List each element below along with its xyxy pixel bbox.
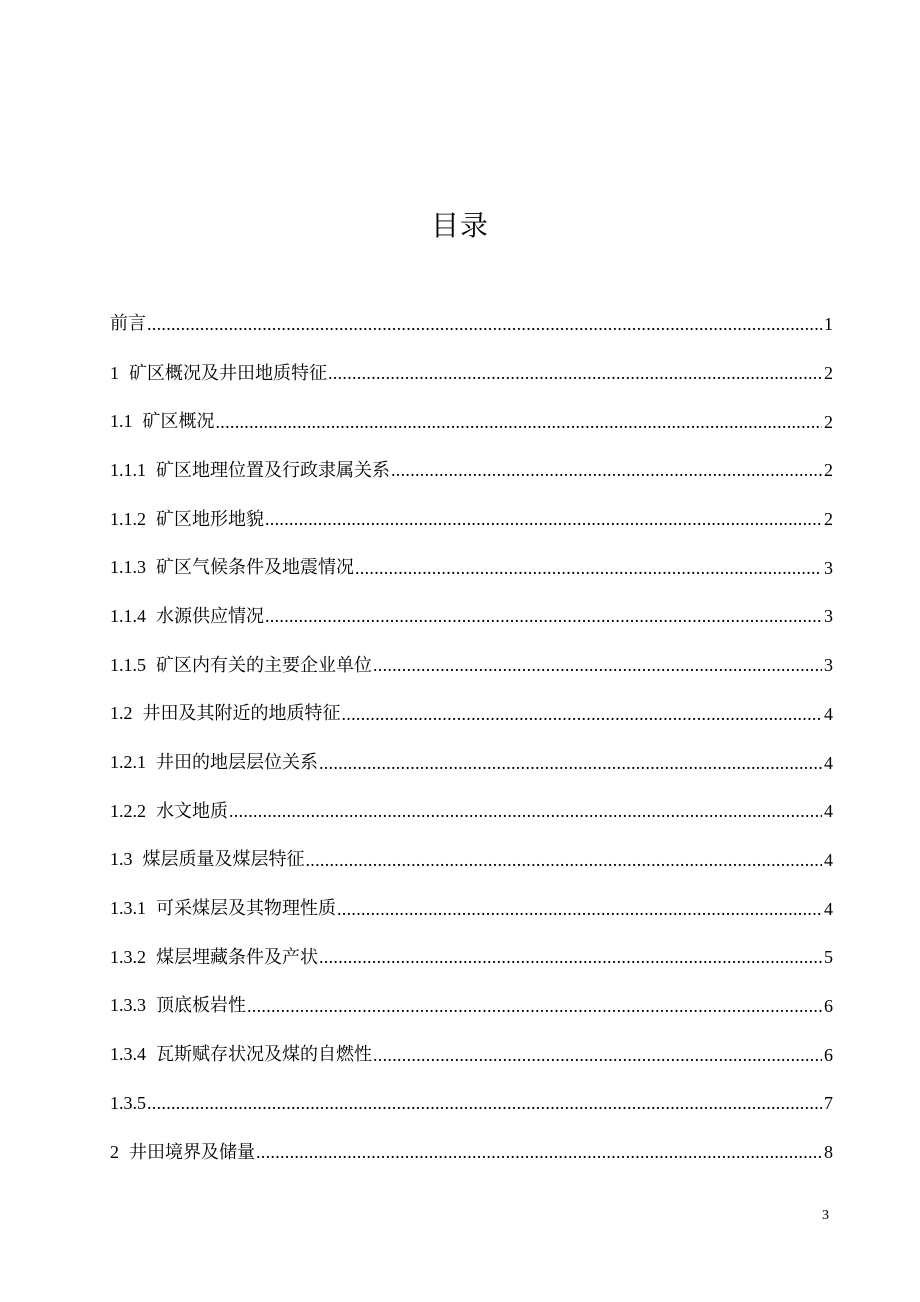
- toc-entry-number: 1.2.2: [110, 800, 146, 821]
- toc-entry-title: 煤层质量及煤层特征: [142, 849, 305, 871]
- toc-entry-1-3-5[interactable]: [110, 1079, 833, 1128]
- toc-entry-1-1-4[interactable]: [110, 592, 833, 641]
- toc-entry-label: [110, 751, 318, 774]
- toc-entry-label: [110, 410, 215, 433]
- toc-entry-number: 1.1.4: [110, 605, 146, 626]
- toc-entry-1-1[interactable]: [110, 397, 833, 446]
- toc-entry-1-3-4[interactable]: [110, 1030, 833, 1079]
- toc-entry-page: 2: [824, 509, 833, 530]
- toc-entry-label: [110, 313, 146, 335]
- page-number: 3: [822, 1208, 829, 1223]
- toc-dot-leader: [319, 946, 822, 968]
- toc-entry-number: 1.1.1: [110, 459, 146, 480]
- toc-entry-number: 1.3.2: [110, 946, 146, 967]
- toc-entry-label: [110, 556, 354, 579]
- toc-entry-page: 8: [824, 1142, 833, 1163]
- toc-dot-leader: [147, 313, 822, 335]
- toc-entry-1-1-2[interactable]: [110, 495, 833, 544]
- toc-entry-page: 4: [824, 703, 833, 724]
- toc-entry-number: 1.2: [110, 703, 133, 724]
- toc-entry-title: 煤层埋藏条件及产状: [156, 946, 318, 968]
- toc-entry-1-1-3[interactable]: [110, 543, 833, 592]
- toc-entry-1-3-1[interactable]: [110, 884, 833, 933]
- toc-entry-1-2-1[interactable]: [110, 738, 833, 787]
- toc-dot-leader: [373, 654, 822, 676]
- toc-entry-title: 井田的地层层位关系: [156, 752, 318, 774]
- toc-entry-title: 前言: [110, 313, 146, 335]
- toc-entry-title: 矿区气候条件及地震情况: [156, 557, 354, 579]
- toc-entry-number: 1.3.4: [110, 1044, 146, 1065]
- toc-dot-leader: [256, 1141, 822, 1163]
- toc-entry-number: 1.3.3: [110, 995, 146, 1016]
- toc-entry-label: [110, 946, 318, 969]
- toc-entry-label: [110, 994, 246, 1017]
- toc-entry-number: 1.3.5: [110, 1093, 146, 1114]
- toc-entry-label: [110, 848, 305, 871]
- toc-entry-page: 3: [824, 655, 833, 676]
- toc-entry-title: 井田境界及储量: [129, 1141, 255, 1163]
- toc-entry-page: 6: [824, 1044, 833, 1065]
- toc-dot-leader: [328, 362, 822, 384]
- toc-entry-title: 瓦斯赋存状况及煤的自燃性: [156, 1044, 372, 1066]
- toc-dot-leader: [391, 459, 822, 481]
- toc-dot-leader: [306, 849, 823, 871]
- toc-entry-number: 1: [110, 362, 119, 383]
- toc-entry-number: 1.1: [110, 411, 133, 432]
- toc-entry-title: 顶底板岩性: [156, 995, 246, 1017]
- toc-entry-page: 4: [824, 801, 833, 822]
- toc-entry-1-3-2[interactable]: [110, 933, 833, 982]
- toc-entry-title: 水文地质: [156, 800, 228, 822]
- toc-entry-1-1-5[interactable]: [110, 641, 833, 690]
- toc-dot-leader: [373, 1044, 822, 1066]
- toc-entry-number: 1.3: [110, 849, 133, 870]
- toc-dot-leader: [216, 411, 823, 433]
- toc-entry-label: [110, 897, 336, 920]
- toc-entry-label: [110, 459, 390, 482]
- toc-entry-page: 4: [824, 898, 833, 919]
- toc-entry-page: 5: [824, 947, 833, 968]
- toc-entry-number: 2: [110, 1141, 119, 1162]
- toc-entry-chapter-2[interactable]: [110, 1128, 833, 1177]
- toc-entry-number: 1.1.5: [110, 654, 146, 675]
- toc-entry-label: [110, 508, 264, 531]
- toc-entry-title: 矿区概况及井田地质特征: [129, 362, 327, 384]
- toc-entry-label: [110, 800, 228, 823]
- toc-entry-title: 矿区地形地貌: [156, 508, 264, 530]
- table-of-contents: [110, 300, 833, 1176]
- toc-entry-page: 4: [824, 752, 833, 773]
- toc-dot-leader: [265, 508, 822, 530]
- toc-entry-label: [110, 1092, 146, 1114]
- toc-entry-1-3[interactable]: [110, 836, 833, 885]
- toc-entry-number: 1.3.1: [110, 898, 146, 919]
- toc-entry-1-1-1[interactable]: [110, 446, 833, 495]
- toc-entry-page: 1: [824, 314, 833, 335]
- toc-entry-1-3-3[interactable]: [110, 982, 833, 1031]
- page-title: 目录: [430, 209, 489, 242]
- toc-entry-preface[interactable]: [110, 300, 833, 349]
- toc-entry-1-2[interactable]: [110, 690, 833, 739]
- toc-dot-leader: [319, 752, 822, 774]
- toc-entry-page: 2: [824, 363, 833, 384]
- toc-entry-page: 2: [824, 460, 833, 481]
- toc-entry-number: 1.2.1: [110, 752, 146, 773]
- toc-entry-label: [110, 702, 341, 725]
- toc-entry-page: 6: [824, 995, 833, 1016]
- toc-entry-page: 2: [824, 411, 833, 432]
- toc-dot-leader: [247, 995, 822, 1017]
- toc-entry-label: [110, 1141, 255, 1164]
- toc-entry-1-2-2[interactable]: [110, 787, 833, 836]
- toc-entry-page: 7: [824, 1093, 833, 1114]
- toc-entry-page: 3: [824, 557, 833, 578]
- toc-entry-page: 4: [824, 849, 833, 870]
- toc-dot-leader: [355, 557, 822, 579]
- toc-dot-leader: [265, 605, 822, 627]
- toc-entry-label: [110, 605, 264, 628]
- toc-entry-page: 3: [824, 606, 833, 627]
- toc-entry-title: 矿区内有关的主要企业单位: [156, 654, 372, 676]
- toc-entry-number: 1.1.3: [110, 557, 146, 578]
- toc-entry-title: 水源供应情况: [156, 605, 264, 627]
- toc-entry-label: [110, 654, 372, 677]
- toc-dot-leader: [342, 703, 823, 725]
- toc-dot-leader: [229, 800, 822, 822]
- toc-entry-label: [110, 1043, 372, 1066]
- toc-entry-chapter-1[interactable]: [110, 349, 833, 398]
- toc-entry-title: 井田及其附近的地质特征: [142, 703, 341, 725]
- toc-entry-title: 可采煤层及其物理性质: [156, 898, 336, 920]
- toc-entry-number: 1.1.2: [110, 508, 146, 529]
- toc-entry-title: 矿区地理位置及行政隶属关系: [156, 459, 390, 481]
- toc-dot-leader: [337, 898, 822, 920]
- toc-dot-leader: [147, 1092, 822, 1114]
- toc-entry-label: [110, 362, 327, 385]
- toc-entry-title: 矿区概况: [142, 411, 215, 433]
